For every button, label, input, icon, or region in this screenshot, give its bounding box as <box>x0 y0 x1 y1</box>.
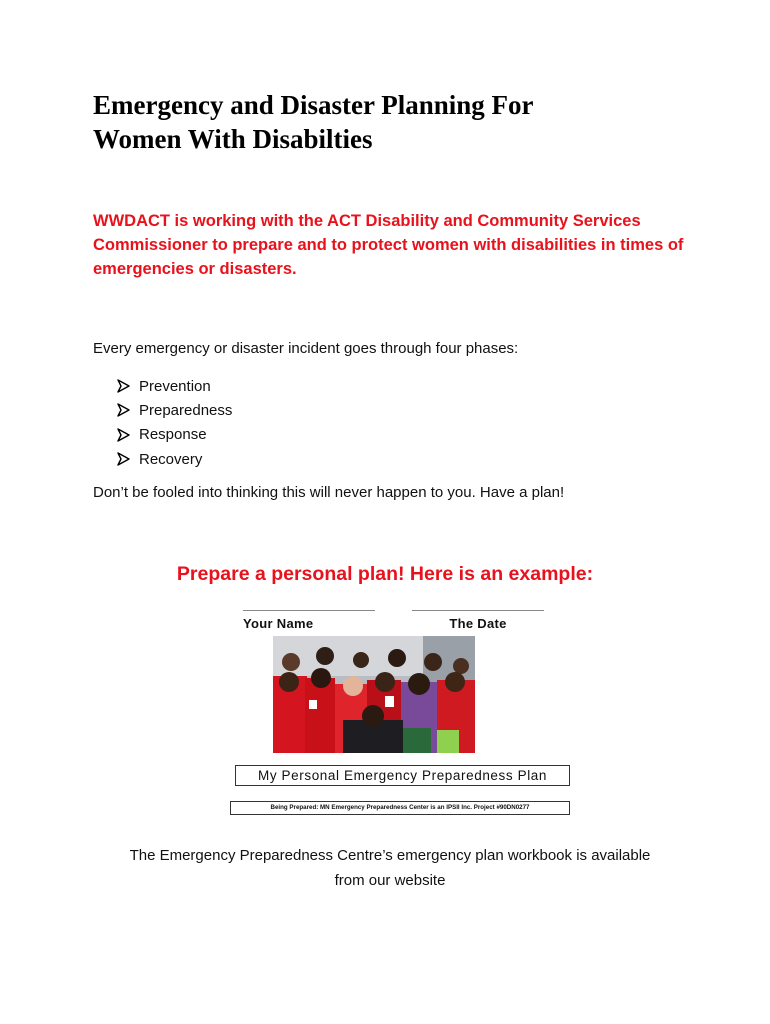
closing-line-2: from our website <box>334 872 446 889</box>
group-photo <box>273 636 475 753</box>
phase-list <box>116 374 232 471</box>
date-label: The Date <box>449 616 507 631</box>
warning-text: Don’t be fooled into thinking this will never happen to you. Have a plan! <box>93 484 565 501</box>
title-line-1: Emergency and Disaster Planning For <box>93 90 534 120</box>
name-field <box>243 610 375 631</box>
phase-label: Response <box>139 426 207 444</box>
closing-paragraph <box>80 843 700 893</box>
arrow-bullet-icon <box>116 428 130 442</box>
phase-item-preparedness <box>116 398 232 422</box>
phase-item-response <box>116 423 232 447</box>
arrow-bullet-icon <box>116 379 130 393</box>
name-label: Your Name <box>243 616 314 631</box>
name-underline <box>243 610 375 611</box>
example-heading: Prepare a personal plan! Here is an example: <box>176 563 594 585</box>
arrow-bullet-icon <box>116 403 130 417</box>
page-title <box>93 88 713 156</box>
closing-line-1: The Emergency Preparedness Centre’s emergency plan workbook is available <box>129 847 651 864</box>
group-photo-image <box>273 636 475 753</box>
date-underline <box>412 610 544 611</box>
phase-item-prevention <box>116 374 232 398</box>
intro-paragraph: WWDACT is working with the ACT Disability and Community Services Commissioner to prepare and to protect women with disabilities in times of emergencies or disasters. <box>93 212 684 278</box>
phases-intro-text: Every emergency or disaster incident goes through four phases: <box>93 340 519 357</box>
date-field <box>412 610 544 631</box>
title-line-2: Women With Disabilties <box>93 124 373 154</box>
phase-label: Recovery <box>139 450 203 468</box>
credit-box: Being Prepared: MN Emergency Preparedness Center is an IPSII Inc. Project #90DN0277 <box>230 801 570 815</box>
arrow-bullet-icon <box>116 452 130 466</box>
plan-title-box: My Personal Emergency Preparedness Plan <box>235 765 570 786</box>
phase-label: Preparedness <box>139 401 233 419</box>
phase-label: Prevention <box>139 377 211 395</box>
phase-item-recovery <box>116 447 232 471</box>
